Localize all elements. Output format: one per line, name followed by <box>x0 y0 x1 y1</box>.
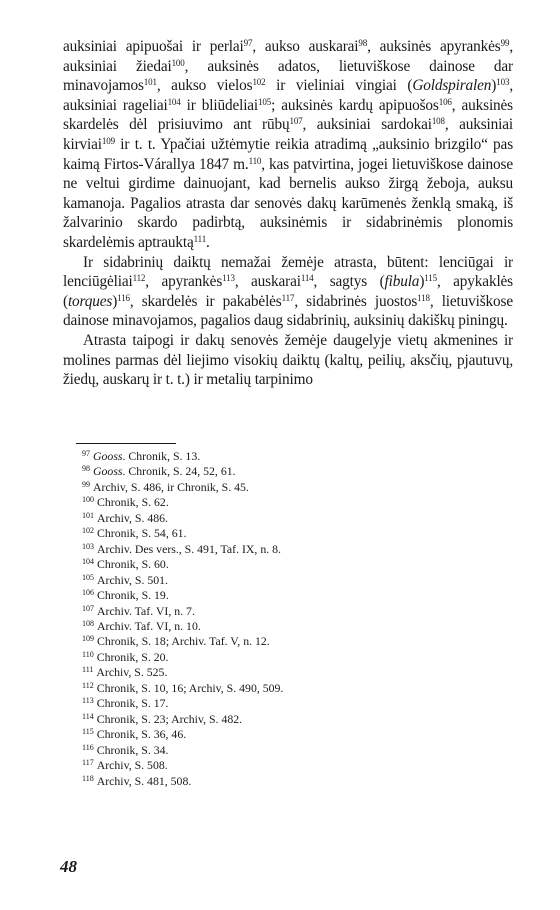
text-run: Chronik, S. 34. <box>96 742 169 757</box>
footnote-ref: 112 <box>132 273 146 284</box>
footnote-number: 114 <box>82 711 94 721</box>
text-run: , apyrankės <box>145 273 223 291</box>
text-run: Chronik, S. 10, 16; Archiv, S. 490, 509. <box>96 680 284 695</box>
footnote-number: 104 <box>82 557 94 567</box>
footnote-number: 102 <box>82 526 94 536</box>
footnote <box>82 604 502 619</box>
footnote-number: 112 <box>82 680 94 690</box>
paragraph <box>63 331 513 390</box>
text-run: Chronik, S. 36, 46. <box>96 727 187 742</box>
text-run: Chronik, S. 60. <box>97 557 169 572</box>
footnote <box>82 665 502 680</box>
footnote-ref: 101 <box>143 77 157 88</box>
footnote-number: 113 <box>82 696 94 706</box>
footnote <box>82 573 502 588</box>
footnote-ref: 116 <box>117 292 130 303</box>
footnote <box>82 743 502 758</box>
text-run: auksiniai apipuošai ir perlai <box>63 38 244 55</box>
text-run: , auksiniai žiedai <box>63 38 513 75</box>
text-run: ) <box>112 292 118 310</box>
text-run: Chronik, S. 17. <box>96 696 169 711</box>
footnote <box>82 634 502 649</box>
footnote <box>82 681 502 696</box>
footnote <box>82 449 502 464</box>
text-run: Chronik, S. 20. <box>96 649 169 664</box>
text-run: , auksinės apyrankės <box>367 38 501 55</box>
footnote-ref: 117 <box>281 292 295 303</box>
text-run: Archiv, S. 508. <box>96 758 168 773</box>
footnote-number: 105 <box>82 572 94 582</box>
footnote-number: 97 <box>82 449 90 458</box>
text-run: Ir sidabrinių daiktų nemažai žemėje atrasta, būtent: lenciūgai ir lenciūgėliai <box>63 253 513 291</box>
footnote-ref: 100 <box>171 57 185 68</box>
footnote-number: 101 <box>82 510 94 520</box>
footnote-number: 103 <box>82 541 94 551</box>
text-run: Chronik, S. 54, 61. <box>97 526 187 541</box>
italic-term: Gooss <box>93 449 123 463</box>
footnote-ref: 113 <box>222 273 235 284</box>
paragraph <box>63 253 513 331</box>
footnote-ref: 110 <box>248 155 262 166</box>
text-run: , kas patvirtina, jogei lietuviškose dainose ne veltui girdime dainuojant, kad bernelis aukso žirgą žeboja, auksu kamanoja. Pagalios atrasta dar senovės dakų karūmenės ženklą smaką, iš žalvarinio skardo padirbtą, auksinėmis ir sidabrinėmis plonomis skardelėmis aptrauktą <box>63 155 513 251</box>
footnote <box>82 495 502 510</box>
text-run: Archiv. Taf. VI, n. 10. <box>97 618 201 633</box>
footnote-number: 115 <box>82 727 94 737</box>
text-run: . <box>206 233 210 251</box>
footnote <box>82 480 502 495</box>
footnote <box>82 774 502 789</box>
footnote <box>82 557 502 572</box>
footnote-separator <box>76 443 176 444</box>
footnote <box>82 619 502 634</box>
text-run: . Chronik, S. 24, 52, 61. <box>122 464 236 479</box>
text-run: Archiv, S. 525. <box>96 665 168 680</box>
footnote <box>82 727 502 742</box>
footnote-number: 116 <box>82 742 94 752</box>
text-run: Chronik, S. 19. <box>97 588 169 603</box>
text-run: , apykaklės ( <box>63 273 513 310</box>
footnote-number: 111 <box>82 665 94 675</box>
footnote <box>82 542 502 557</box>
footnote-number: 109 <box>82 634 94 644</box>
text-run: ir vieliniai vingiai ( <box>265 77 413 95</box>
footnote-number: 98 <box>82 464 90 474</box>
footnote-ref: 106 <box>438 96 452 107</box>
text-run: , aukso vielos <box>156 77 253 95</box>
footnote-ref: 115 <box>424 273 437 284</box>
footnote-number: 110 <box>82 649 94 659</box>
footnote-number: 118 <box>82 773 94 783</box>
text-run: , sagtys ( <box>313 273 385 291</box>
italic-term: torques <box>67 292 113 310</box>
text-run: Chronik, S. 23; Archiv, S. 482. <box>96 711 243 726</box>
text-run: ) <box>491 77 497 95</box>
text-run: , auskarai <box>234 273 301 291</box>
text-run: Archiv. Taf. VI, n. 7. <box>97 603 195 618</box>
text-run: Archiv, S. 486. <box>97 510 168 525</box>
footnote-number: 107 <box>82 603 94 613</box>
footnotes-list <box>82 449 502 789</box>
text-run: Archiv, S. 501. <box>97 572 168 587</box>
footnote-ref: 109 <box>101 135 115 146</box>
main-text <box>63 37 513 390</box>
text-run: Atrasta taipogi ir dakų senovės žemėje daugelyje vietų akmenines ir molines parmas dėl liejimo visokių daiktų (kaltų, peilių, aksčių, pjautuvų, žiedų, auskarų ir t. t.) ir metalių tarpinimo <box>63 331 513 389</box>
text-run: , auksiniai kirviai <box>63 116 513 153</box>
footnote-ref: 107 <box>289 116 303 127</box>
footnote-ref: 102 <box>252 77 266 88</box>
text-run: , skardelės ir pakabėlės <box>129 292 282 310</box>
footnote-ref: 118 <box>417 292 430 303</box>
footnote-ref: 98 <box>358 38 368 48</box>
text-run: . Chronik, S. 13. <box>122 449 201 463</box>
italic-term: Goldspiralen <box>412 77 492 95</box>
text-run: Archiv, S. 486, ir Chronik, S. 45. <box>93 479 249 494</box>
text-run: Archiv, S. 481, 508. <box>96 773 192 788</box>
footnote-ref: 108 <box>431 116 445 127</box>
paragraph <box>63 37 513 253</box>
footnote <box>82 758 502 773</box>
footnote-number: 100 <box>82 495 94 505</box>
text-run: , auksinės adatos, lietuviškose dainose dar minavojamos <box>63 57 513 95</box>
footnote <box>82 511 502 526</box>
footnote <box>82 696 502 711</box>
text-run: Archiv. Des vers., S. 491, Taf. IX, n. 8. <box>97 541 281 556</box>
text-run: , auksiniai rageliai <box>63 77 513 114</box>
footnote-number: 108 <box>82 618 94 628</box>
text-run: Chronik, S. 62. <box>97 495 169 510</box>
text-run: , sidabrinės juostos <box>294 292 418 310</box>
footnote <box>82 712 502 727</box>
footnote <box>82 464 502 479</box>
page-number: 48 <box>60 857 77 876</box>
footnote-number: 117 <box>82 758 94 768</box>
text-run: , auksinės skardelės dėl prisiuvimo ant rūbų <box>63 96 513 134</box>
text-run: ) <box>419 273 425 291</box>
footnote <box>82 588 502 603</box>
footnote-ref: 99 <box>500 38 510 48</box>
text-run: Chronik, S. 18; Archiv. Taf. V, n. 12. <box>97 634 270 649</box>
footnote <box>82 526 502 541</box>
footnote-number: 99 <box>82 479 90 489</box>
footnote-ref: 104 <box>167 96 181 107</box>
text-run: ir bliūdeliai <box>180 96 259 114</box>
text-run: ir t. t. Ypačiai užtėmytie reikia atradimą „auksinio brizgilo“ pas kaimą Firtos-Várallya 1847 m. <box>63 135 513 173</box>
footnote-ref: 103 <box>496 77 510 88</box>
italic-term: fibula <box>384 273 420 291</box>
text-run: , auksiniai sardokai <box>302 116 432 134</box>
italic-term: Gooss <box>93 464 123 479</box>
text-run: , lietuviškose dainose minavojamos, pagalios daug sidabrinių, auksinių dakiškų piningų. <box>63 292 513 330</box>
text-run: ; auksinės kardų apipuošos <box>271 96 439 114</box>
footnote-number: 106 <box>82 588 94 598</box>
footnote-ref: 114 <box>300 273 314 284</box>
footnote <box>82 650 502 665</box>
footnote-ref: 111 <box>193 233 207 244</box>
footnote-ref: 105 <box>258 96 272 107</box>
footnote-ref: 97 <box>243 38 253 48</box>
text-run: , aukso auskarai <box>252 38 359 55</box>
